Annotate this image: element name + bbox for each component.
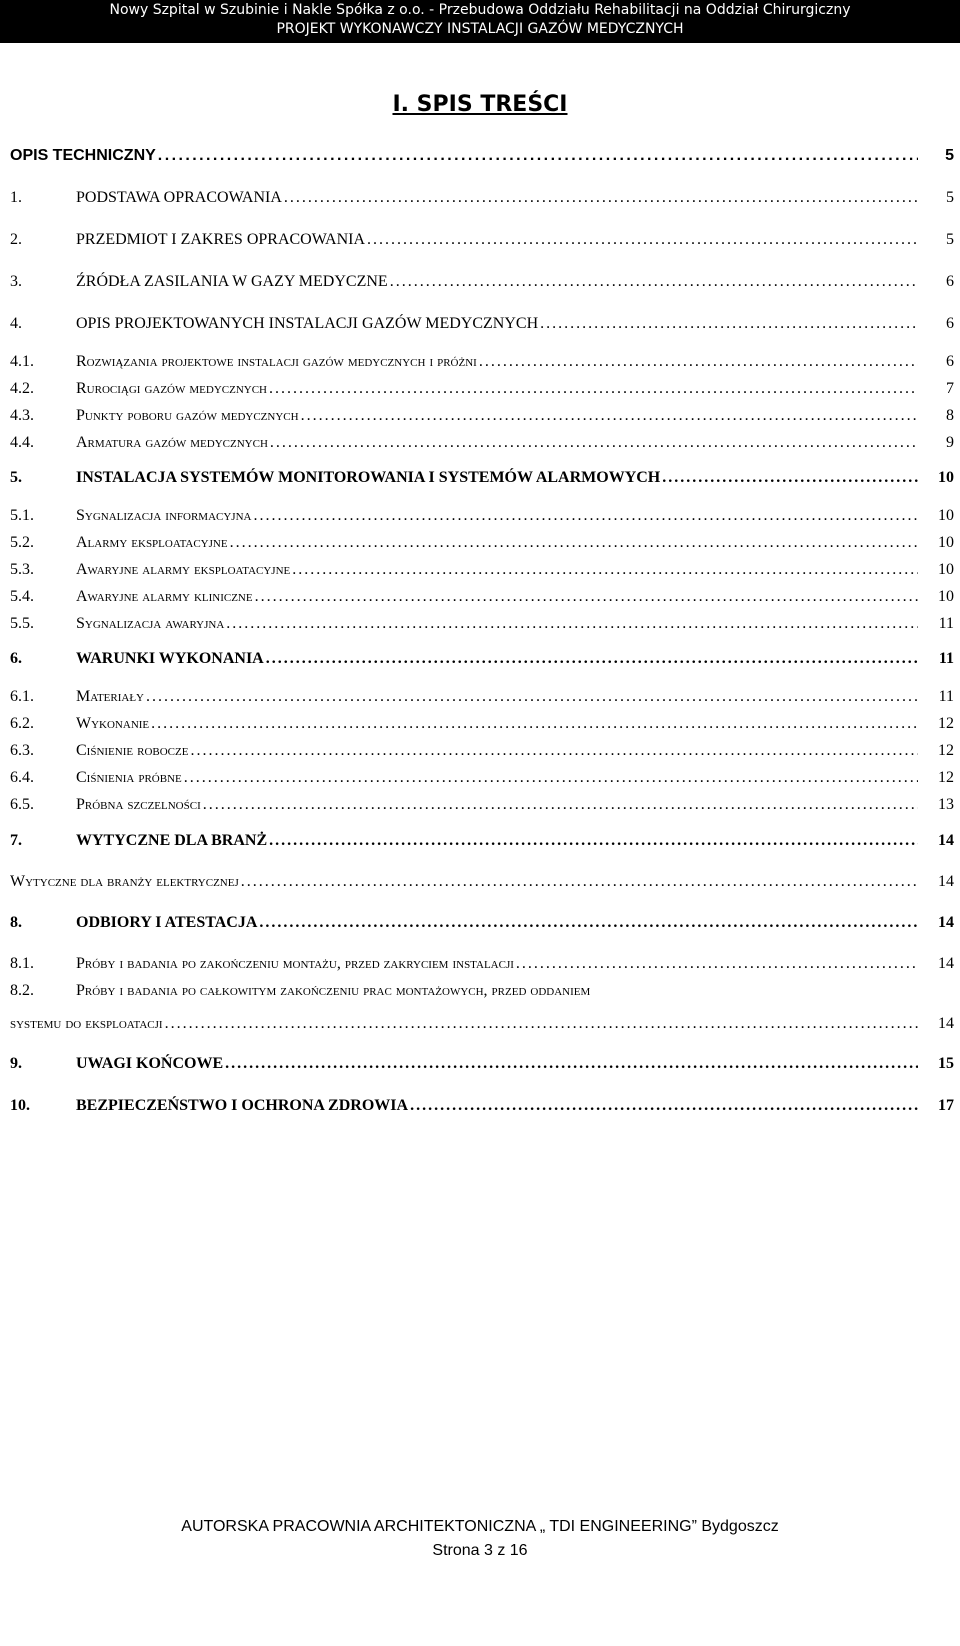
toc-page: 10 [938, 534, 954, 551]
page-title-text: I. SPIS TREŚCI [392, 92, 568, 117]
toc-number: 9. [10, 1055, 22, 1072]
header-line-1: Nowy Szpital w Szubinie i Nakle Spółka z o.o. - Przebudowa Oddziału Rehabilitacji na Oddział Chirurgiczny [109, 2, 851, 18]
toc-page: 14 [938, 914, 954, 931]
toc-entry-5-1[interactable] [10, 502, 954, 526]
toc-label: Punkty poboru gazów medycznych [76, 407, 299, 424]
toc-label: UWAGI KOŃCOWE [76, 1055, 224, 1072]
toc-page: 7 [946, 380, 954, 397]
toc-number: 4.4. [10, 434, 34, 451]
toc-entry-4-1[interactable] [10, 348, 954, 372]
toc-number: 4.1. [10, 353, 34, 370]
toc-leader [255, 587, 918, 607]
toc-entry-6[interactable] [10, 645, 954, 669]
toc-entry-4-2[interactable] [10, 375, 954, 399]
toc-leader [540, 314, 918, 334]
toc-label: Wytyczne dla branży elektrycznej [10, 873, 239, 890]
toc-label: WARUNKI WYKONANIA [76, 650, 264, 667]
toc-entry-opis-techniczny[interactable] [10, 142, 954, 166]
toc-entry-6-5[interactable] [10, 791, 954, 815]
toc-page: 12 [938, 715, 954, 732]
toc-leader [662, 468, 918, 488]
toc-label: Ciśnienia próbne [76, 769, 182, 786]
toc-entry-1[interactable] [10, 184, 954, 208]
document-header [0, 0, 960, 43]
toc-page: 6 [946, 353, 954, 370]
toc-label: Awaryjne alarmy kliniczne [76, 588, 253, 605]
toc-leader [284, 188, 918, 208]
toc-page: 5 [946, 189, 954, 206]
toc-leader [292, 560, 918, 580]
toc-leader [410, 1096, 918, 1116]
toc-leader [184, 768, 918, 788]
toc-number: 6.5. [10, 796, 34, 813]
toc-entry-7[interactable] [10, 827, 954, 851]
toc-number: 5.3. [10, 561, 34, 578]
toc-entry-5-3[interactable] [10, 556, 954, 580]
toc-leader [158, 146, 918, 166]
toc-label: PRZEDMIOT I ZAKRES OPRACOWANIA [76, 231, 366, 248]
toc-page: 10 [938, 588, 954, 605]
toc-label: ŹRÓDŁA ZASILANIA W GAZY MEDYCZNE [76, 273, 388, 290]
toc-page: 14 [938, 1015, 954, 1032]
toc-leader [266, 649, 918, 669]
toc-page: 6 [946, 315, 954, 332]
toc-number: 1. [10, 189, 22, 206]
toc-page: 11 [938, 688, 954, 705]
toc-label: Rozwiązania projektowe instalacji gazów medycznych i próżni [76, 353, 477, 370]
toc-leader [241, 872, 918, 892]
toc-number: 5.5. [10, 615, 34, 632]
page-title [0, 92, 960, 117]
toc-leader [190, 741, 918, 761]
toc-leader [367, 230, 918, 250]
toc-number: 2. [10, 231, 22, 248]
toc-label: Awaryjne alarmy eksploatacyjne [76, 561, 291, 578]
toc-number: 5.2. [10, 534, 34, 551]
toc-entry-7-wytyczne-elektryczne[interactable] [10, 868, 954, 892]
toc-number: 8. [10, 914, 22, 931]
toc-leader [225, 1054, 918, 1074]
toc-leader [390, 272, 918, 292]
toc-number: 7. [10, 832, 22, 849]
toc-page: 14 [938, 832, 954, 849]
toc-label: Próby i badania po zakończeniu montażu, przed zakryciem instalacji [76, 955, 514, 972]
toc-page: 13 [938, 796, 954, 813]
toc-number: 6.3. [10, 742, 34, 759]
toc-leader [165, 1014, 918, 1034]
toc-number: 4. [10, 315, 22, 332]
toc-label: PODSTAWA OPRACOWANIA [76, 189, 282, 206]
toc-page: 6 [946, 273, 954, 290]
toc-page: 17 [938, 1097, 954, 1114]
toc-label: INSTALACJA SYSTEMÓW MONITOROWANIA I SYSTEMÓW ALARMOWYCH [76, 469, 661, 486]
toc-entry-5-4[interactable] [10, 583, 954, 607]
toc-label: Wykonanie [76, 715, 150, 732]
toc-number: 4.3. [10, 407, 34, 424]
toc-number: 6.4. [10, 769, 34, 786]
toc-label: ODBIORY I ATESTACJA [76, 914, 258, 931]
toc-number: 10. [10, 1097, 30, 1114]
toc-label: Armatura gazów medycznych [76, 434, 268, 451]
toc-leader [516, 954, 918, 974]
toc-number: 4.2. [10, 380, 34, 397]
toc-entry-6-3[interactable] [10, 737, 954, 761]
toc-page: 10 [938, 561, 954, 578]
toc-label: Materiały [76, 688, 144, 705]
toc-number: 6.1. [10, 688, 34, 705]
toc-label: Próby i badania po całkowitym zakończeniu prac montażowych, przed oddaniem [76, 982, 591, 999]
toc-page: 10 [938, 507, 954, 524]
footer-page-number: Strona 3 z 16 [432, 1542, 528, 1559]
toc-page: 12 [938, 742, 954, 759]
toc-page: 15 [938, 1055, 954, 1072]
toc-label: Sygnalizacja awaryjna [76, 615, 225, 632]
toc-entry-9[interactable] [10, 1050, 954, 1074]
toc-entry-2[interactable] [10, 226, 954, 250]
toc-page: 11 [938, 650, 954, 667]
toc-page: 14 [938, 873, 954, 890]
toc-page: 10 [938, 469, 954, 486]
toc-leader [269, 379, 918, 399]
toc-page: 11 [938, 615, 954, 632]
toc-number: 5.4. [10, 588, 34, 605]
toc-number: 5.1. [10, 507, 34, 524]
toc-number: 6. [10, 650, 22, 667]
toc-number: 8.2. [10, 982, 34, 999]
toc-page: 5 [946, 231, 954, 248]
toc-entry-8-2[interactable] [10, 977, 954, 1001]
toc-leader [226, 614, 918, 634]
toc-entry-6-1[interactable] [10, 683, 954, 707]
toc-number: 8.1. [10, 955, 34, 972]
toc-label: systemu do eksploatacji [10, 1015, 163, 1032]
toc-entry-8[interactable] [10, 909, 954, 933]
toc-label: Sygnalizacja informacyjna [76, 507, 252, 524]
toc-entry-5-5[interactable] [10, 610, 954, 634]
footer-company: AUTORSKA PRACOWNIA ARCHITEKTONICZNA „ TDI ENGINEERING” Bydgoszcz [181, 1518, 779, 1535]
toc-entry-6-2[interactable] [10, 710, 954, 734]
toc-leader [146, 687, 918, 707]
toc-entry-10[interactable] [10, 1092, 954, 1116]
header-line-2: PROJEKT WYKONAWCZY INSTALACJI GAZÓW MEDYCZNYCH [276, 21, 684, 37]
toc-entry-8-2-continued[interactable] [10, 1010, 954, 1034]
toc-entry-5[interactable] [10, 464, 954, 488]
toc-number: 6.2. [10, 715, 34, 732]
toc-leader [230, 533, 918, 553]
toc-page: 12 [938, 769, 954, 786]
toc-page: 14 [938, 955, 954, 972]
toc-label: OPIS PROJEKTOWANYCH INSTALACJI GAZÓW MEDYCZNYCH [76, 315, 539, 332]
toc-entry-5-2[interactable] [10, 529, 954, 553]
toc-leader [203, 795, 918, 815]
toc-leader [253, 506, 918, 526]
toc-entry-4-4[interactable] [10, 429, 954, 453]
toc-entry-8-1[interactable] [10, 950, 954, 974]
toc-label: WYTYCZNE DLA BRANŻ [76, 832, 268, 849]
toc-leader [479, 352, 918, 372]
toc-entry-3[interactable] [10, 268, 954, 292]
toc-label: Ciśnienie robocze [76, 742, 189, 759]
toc-entry-6-4[interactable] [10, 764, 954, 788]
toc-label: Alarmy eksploatacyjne [76, 534, 228, 551]
toc-leader [269, 831, 918, 851]
toc-leader [301, 406, 918, 426]
toc-page: 5 [945, 147, 954, 164]
toc-leader [270, 433, 918, 453]
toc-label: Próbna szczelności [76, 796, 201, 813]
toc-page: 8 [946, 407, 954, 424]
toc-leader [259, 913, 918, 933]
toc-entry-4[interactable] [10, 310, 954, 334]
toc-page: 9 [946, 434, 954, 451]
toc-number: 5. [10, 469, 22, 486]
toc-number: 3. [10, 273, 22, 290]
toc-leader [151, 714, 918, 734]
toc-label: BEZPIECZEŃSTWO I OCHRONA ZDROWIA [76, 1097, 409, 1114]
toc-label: Rurociągi gazów medycznych [76, 380, 267, 397]
toc-label: OPIS TECHNICZNY [10, 147, 156, 164]
toc-entry-4-3[interactable] [10, 402, 954, 426]
